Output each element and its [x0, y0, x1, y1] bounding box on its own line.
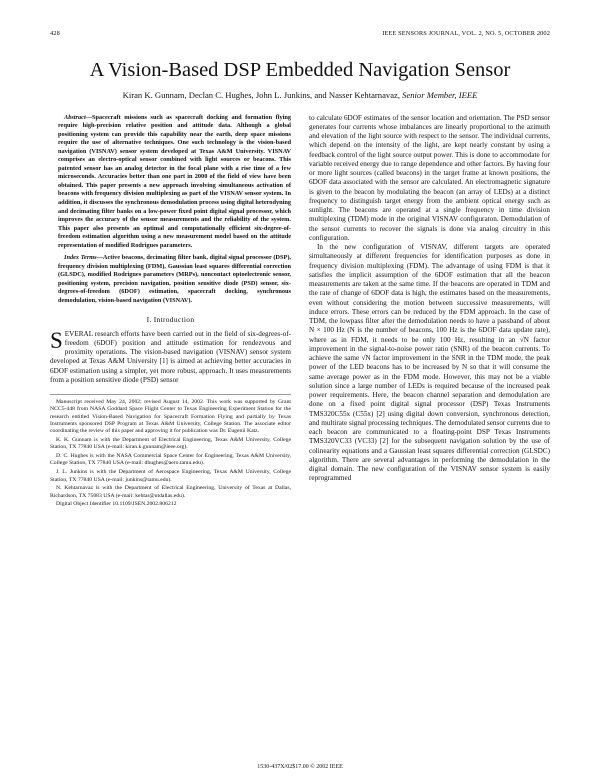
abstract-text: Spacecraft missions such as spacecraft docking and formation flying require high-precision relative position and attitude data. Although a global positioning system can provide this capability near the earth, deep space missions require the use of alternative techniques. One such technology is the vision-based navigation (VISNAV) sensor system developed at Texas A&M University. VISNAV comprises an electro-optical sensor combined with light sources or beacons. This patented sensor has an analog detector in the focal plane with a rise time of a few microseconds. Accuracies better than one part in 2000 of the field of view have been obtained. This paper presents a new approach involving simultaneous activation of beacons with frequency division multiplexing as part of the VISNAV sensor system. In addition, it discusses the synchronous demodulation process using digital heterodyning and decimating filter banks on a low-power fixed point digital signal processor, which improves the accuracy of the sensor measurements and the reliability of the system. This paper also presents an optimal and computationally efficient six-degree-of-freedom estimation algorithm using a new measurement model based on the attitude representation of modified Rodrigues parameters. [58, 113, 291, 249]
two-column-body [50, 114, 550, 511]
right-column-text [309, 114, 550, 484]
page-number: 428 [50, 30, 60, 37]
journal-info: IEEE SENSORS JOURNAL, VOL. 2, NO. 5, OCTOBER 2002 [382, 30, 550, 37]
intro-paragraph: SEVERAL research efforts have been carried out in the field of six-degrees-of-freedom (6DOF) position and attitude estimation for rendezvous and proximity operations. The vision-based navigation (VISNAV) sensor system developed at Texas A&M University [1] is aimed at achieving better accuracies in 6DOF estimation using a simpler, yet more robust, approach. It uses measurements from a position sensitive diode (PSD) sensor [50, 327, 291, 384]
abstract-lead: Abstract— [64, 113, 92, 121]
author-membership: Senior Member, IEEE [402, 89, 478, 100]
copyright-footer: 1530-437X/02$17.00 © 2002 IEEE [257, 764, 343, 770]
body-paragraph: In the new configuration of VISNAV, different targets are operated simultaneously at different frequencies for identification purposes as done in frequency division multiplexing (FDM). The advantage of using FDM is that it satisfies the implicit assumption of the 6DOF estimation that all the beacon measurements are taken at the same time. If the beacons are operated in TDM and the rate of change of 6DOF data is high, the estimates based on the measurements, even without considering the motion between successive measurements, will induce errors. These errors can be reduced by the FDM approach. In the case of TDM, the lowpass filter after the demodulation needs to have a passband of about N × 100 Hz (N is the number of beacons, 100 Hz is the 6DOF data update rate), where as in FDM, it needs to be only 100 Hz, resulting in an √N factor improvement in the signal-to-noise power ratio (SNR) of the beacon currents. To achieve the same √N factor improvement in the SNR in the TDM mode, the peak power of the LED beacons has to be increased by N so that it will consume the same average power as in the FDM mode. However, this may not be a viable solution since a large number of LEDs is required because of the increased peak power requirements. Here, the beacon channel separation and demodulation are done on a fixed point digital signal processor (DSP) Texas Instruments TMS320C55x (C55x) [2] using digital down conversion, synchronous detection, and multirate signal processing techniques. The demodulated sensor currents due to each beacon are communicated to a floating-point DSP Texas Instruments TMS320VC33 (VC33) [2] for the subsequent navigation solution by the use of colinearity equations and a Gaussian least squares differential correction (GLSDC) algorithm. There are several advantages in performing the demodulation in the digital domain. The new configuration of the VISNAV sensor system is easily reprogrammed [309, 243, 550, 483]
paper-title: A Vision-Based DSP Embedded Navigation Sensor [89, 59, 511, 81]
footnote-affiliation: K. K. Gunnam is with the Department of Electrical Engineering, Texas A&M University, College Station, TX 77840 USA (e-mail: kiran.k.gunnam@ieee.org). [50, 437, 291, 451]
footnotes [50, 394, 291, 509]
footnote-affiliation: D. C. Hughes is with the NASA Commercial Space Center for Engineering, Texas A&M University, College Station, TX 77840 USA (e-mail: dhughes@aero.tamu.edu). [50, 453, 291, 467]
author-line [50, 90, 550, 100]
index-terms [50, 254, 291, 305]
footnote-affiliation: N. Kehtarnavaz is with the Department of Electrical Engineering, University of Texas at Dallas, Richardson, TX 75083 USA (e-mail: kehtar@utdallas.edu). [50, 485, 291, 499]
index-terms-lead: Index Terms— [64, 254, 103, 262]
section-heading: I. Introduction [146, 314, 195, 324]
right-column [309, 114, 550, 511]
footnote-manuscript: Manuscript received May 24, 2002; revised August 14, 2002. This work was supported by Grant NCC5-448 from NASA Goddard Space Flight Center to Texas Engineering Experiment Station for the research entitled Vision-Based Navigation for Spacecraft Formation Flying and partially by Texas Instruments sponsored DSP Program at Texas A&M University, College Station. The associate editor coordinating the review of this paper and approving it for publication was Dr. Eugenii Katz. [50, 399, 291, 435]
abstract [50, 114, 291, 251]
body-paragraph: to calculate 6DOF estimates of the sensor location and orientation. The PSD sensor generates four currents whose imbalances are linearly proportional to the azimuth and elevation of the light source with respect to the sensor. The individual currents, which depend on the intensity of the light, are kept nearly constant by using a feedback control of the light source output power. This is done to accommodate for variable received energy due to range dependence and other factors. By having four or more light sources (called beacons) in the target frame at known positions, the 6DOF data associated with the sensor are calculated. An electromagnetic signature is given to the beacon by modulating the beacon (an array of LEDs) at a distinct frequency to distinguish target energy from the ambient optical energy such as sunlight. The beacons are operated at a single frequency in time division multiplexing (TDM) mode in the original VISNAV configuraton. Demodulation of the sensor currents to recover the signals is done via analog circuitry in this configuration. [309, 113, 550, 242]
left-column [50, 114, 291, 511]
author-names: Kiran K. Gunnam, Declan C. Hughes, John L. Junkins, and Nasser Kehtarnavaz, [122, 89, 400, 100]
index-terms-text: Active beacons, decimating filter bank, digital signal processor (DSP), frequency division multiplexing (FDM), Gaussian least squares differential correction (GLSDC), modified Rodrigues parameters (MRPs), noncontact optoelectronic sensor, positioning system, precision navigation, position sensitive diode (PSD) sensor, six-degrees-of-freedom (6DOF) estimation, spacecraft docking, synchronous demodulation, vision-based navigation (VISNAV). [58, 254, 291, 305]
footnote-doi: Digital Object Identifier 10.1109/JSEN.2002.806212 [56, 501, 177, 508]
running-head [50, 30, 550, 37]
footnote-affiliation: J. L. Junkins is with the Department of Aerospace Engineering, Texas A&M University, College Station, TX 77840 USA (e-mail: junkins@tamu.edu). [50, 469, 291, 483]
